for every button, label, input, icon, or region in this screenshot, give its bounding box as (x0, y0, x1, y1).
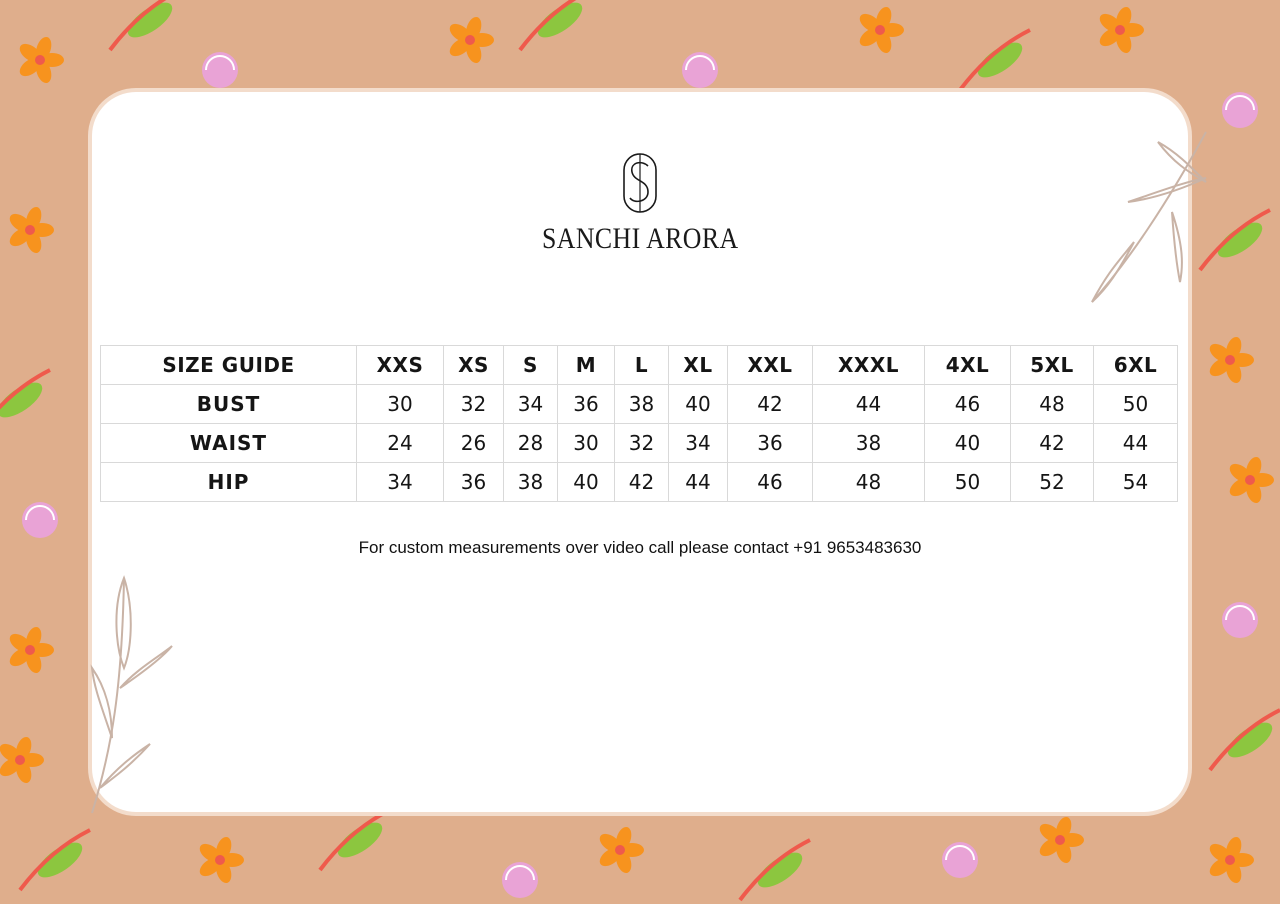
measurement-value: 42 (615, 463, 669, 502)
measurement-value: 50 (925, 463, 1011, 502)
measurement-row (101, 424, 1178, 463)
measurement-value: 30 (558, 424, 615, 463)
monogram-icon (620, 152, 660, 214)
measurement-value: 38 (813, 424, 925, 463)
measurement-value: 26 (444, 424, 504, 463)
pink-bloom (502, 862, 538, 898)
measurement-value: 50 (1094, 385, 1178, 424)
size-header-cell: M (558, 346, 615, 385)
measurement-value: 48 (813, 463, 925, 502)
size-header-cell: XL (669, 346, 728, 385)
flower-center (615, 845, 625, 855)
leaf-shape (752, 846, 807, 894)
measurement-value: 44 (813, 385, 925, 424)
brand-logo (92, 152, 1188, 256)
measurement-value: 46 (728, 463, 813, 502)
measurement-value: 36 (558, 385, 615, 424)
pink-bloom (202, 52, 238, 88)
flower-center (215, 855, 225, 865)
measurement-value: 40 (925, 424, 1011, 463)
pink-bloom (942, 842, 978, 878)
measurement-label: BUST (101, 385, 357, 424)
measurement-value: 24 (357, 424, 444, 463)
size-header-cell: 6XL (1094, 346, 1178, 385)
size-table-wrapper (100, 345, 1178, 502)
size-header-cell: 5XL (1011, 346, 1094, 385)
flower-center (25, 225, 35, 235)
flower-center (25, 645, 35, 655)
pink-bloom (682, 52, 718, 88)
flower-center (875, 25, 885, 35)
size-header-cell: 4XL (925, 346, 1011, 385)
measurement-value: 34 (504, 385, 558, 424)
measurement-row (101, 463, 1178, 502)
size-table (100, 345, 1178, 502)
measurement-value: 42 (1011, 424, 1094, 463)
size-header-cell: XS (444, 346, 504, 385)
measurement-value: 40 (558, 463, 615, 502)
measurement-value: 36 (728, 424, 813, 463)
leaf-shape (1212, 216, 1267, 264)
measurement-value: 46 (925, 385, 1011, 424)
flower-center (1055, 835, 1065, 845)
measurement-row (101, 385, 1178, 424)
size-header-cell: XXL (728, 346, 813, 385)
leaf-sprig-bottom-left-icon (72, 568, 202, 818)
measurement-value: 42 (728, 385, 813, 424)
measurement-label: HIP (101, 463, 357, 502)
size-guide-card (92, 92, 1188, 812)
flower-center (15, 755, 25, 765)
flower-center (465, 35, 475, 45)
measurement-value: 54 (1094, 463, 1178, 502)
brand-name: SANCHI ARORA (541, 222, 739, 255)
flower-center (1245, 475, 1255, 485)
measurement-value: 32 (615, 424, 669, 463)
size-guide-title: SIZE GUIDE (101, 346, 357, 385)
measurement-value: 44 (669, 463, 728, 502)
measurement-value: 38 (504, 463, 558, 502)
measurement-label: WAIST (101, 424, 357, 463)
flower-center (1225, 355, 1235, 365)
flower-center (35, 55, 45, 65)
size-header-cell: XXS (357, 346, 444, 385)
measurement-value: 40 (669, 385, 728, 424)
measurement-value: 30 (357, 385, 444, 424)
flower-center (1225, 855, 1235, 865)
measurement-value: 48 (1011, 385, 1094, 424)
measurement-value: 34 (357, 463, 444, 502)
measurement-value: 34 (669, 424, 728, 463)
pink-bloom (1222, 602, 1258, 638)
measurement-value: 44 (1094, 424, 1178, 463)
leaf-shape (972, 36, 1027, 84)
leaf-shape (332, 816, 387, 864)
measurement-value: 28 (504, 424, 558, 463)
leaf-sprig-top-right-icon (1088, 122, 1208, 312)
size-header-cell: XXXL (813, 346, 925, 385)
pink-bloom (1222, 92, 1258, 128)
leaf-shape (1222, 716, 1277, 764)
custom-measurement-note: For custom measurements over video call please contact +91 9653483630 (358, 538, 922, 557)
size-header-cell: L (615, 346, 669, 385)
pink-bloom (22, 502, 58, 538)
leaf-shape (32, 836, 87, 884)
measurement-value: 32 (444, 385, 504, 424)
size-header-row (101, 346, 1178, 385)
size-header-cell: S (504, 346, 558, 385)
measurement-value: 36 (444, 463, 504, 502)
measurement-value: 38 (615, 385, 669, 424)
measurement-value: 52 (1011, 463, 1094, 502)
flower-center (1115, 25, 1125, 35)
